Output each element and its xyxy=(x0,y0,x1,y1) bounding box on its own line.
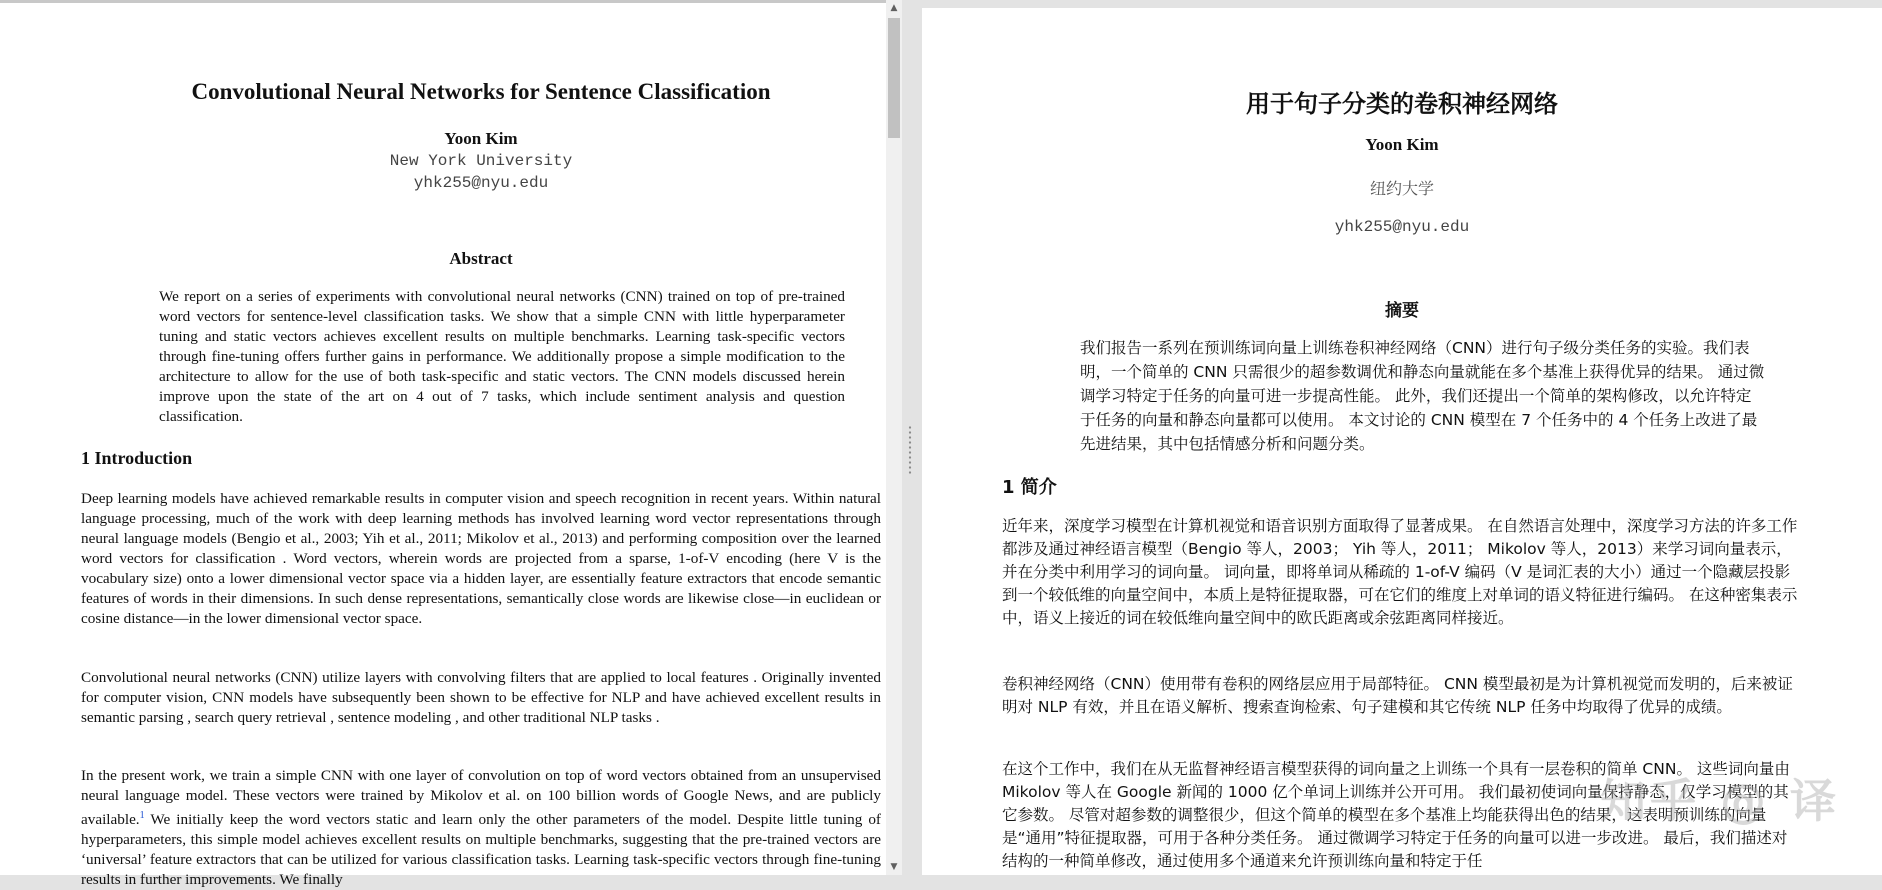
translated-affiliation: 纽约大学 xyxy=(1369,179,1434,198)
paper-title: Convolutional Neural Networks for Sentence Classification xyxy=(191,79,771,104)
translated-author-name: Yoon Kim xyxy=(1365,135,1439,154)
translated-abstract-heading: 摘要 xyxy=(1385,301,1419,321)
translated-paragraph-1: 近年来，深度学习模型在计算机视觉和语音识别方面取得了显著成果。 在自然语言处理中，深度学习方法的许多工作都涉及通过神经语言模型（Bengio 等人，2003； Yih 等人，2011； Mikolov 等人，2013）来学习词向量表示，并在分类中利用学习的词向量。 词向量，即将单词从稀疏的 1-of-V 编码（V 是词汇表的大小）通过一个隐藏层投影到一个较低维的向量空间中，本质上是特征提取器，可在它们的维度上对单词的语义特征进行编码。 在这种密集表示中，语义上接近的词在较低维向量空间中的欧氏距离或余弦距离同样接近。 xyxy=(1002,517,1798,627)
scroll-up-arrow-icon[interactable]: ▲ xyxy=(890,3,898,13)
splitter-grip-icon[interactable] xyxy=(908,425,912,475)
section-heading: 1 Introduction xyxy=(81,448,193,468)
scrollbar-thumb[interactable] xyxy=(888,18,900,138)
pane-splitter[interactable] xyxy=(902,0,918,875)
abstract-heading: Abstract xyxy=(449,249,513,268)
translated-abstract-text: 我们报告一系列在预训练词向量上训练卷积神经网络（CNN）进行句子级分类任务的实验。我们表明，一个简单的 CNN 只需很少的超参数调优和静态向量就能在多个基准上获得优异的结果。 通过微调学习特定于任务的向量可进一步提高性能。 此外，我们还提出一个简单的架构修改，以允许特定于任务的向量和静态向量都可以使用。 本文讨论的 CNN 模型在 7 个任务中的 4 个任务上改进了最先进结果，其中包括情感分析和问题分类。 xyxy=(1080,339,1765,453)
zhihu-watermark: 知乎 @ 译 xyxy=(1599,774,1840,828)
translated-section-heading: 1 简介 xyxy=(1002,477,1057,498)
author-email: yhk255@nyu.edu xyxy=(413,174,549,192)
author-affiliation: New York University xyxy=(389,152,573,170)
scroll-down-arrow-icon[interactable]: ▼ xyxy=(890,862,898,872)
translated-document-pane[interactable] xyxy=(922,8,1882,875)
paragraph-3-text-b: We initially keep the word vectors static and learn only the other parameters of the model. Despite little tuning of hyperparameters, this simple model achieves excellent results on multiple benchmarks, suggesting that the pre-trained vectors are ‘universal’ feature extractors that can be utilized for various classification tasks. Learning task-specific vectors through fine-tuning results in further improvements. We finally xyxy=(81,811,881,889)
translated-title: 用于句子分类的卷积神经网络 xyxy=(1246,90,1558,118)
paragraph-3 xyxy=(81,766,881,890)
left-scrollbar[interactable] xyxy=(886,0,902,875)
paragraph-3-text-a: In the present work, we train a simple CNN with one layer of convolution on top of word vectors obtained from an unsupervised neural language model. These vectors were trained by Mikolov et al. on 100 billion words of Google News, and are publicly available. xyxy=(81,767,881,829)
abstract-text: We report on a series of experiments with convolutional neural networks (CNN) trained on top of pre-trained word vectors for sentence-level classification tasks. We show that a simple CNN with little hyperparameter tuning and static vectors achieves excellent results on multiple benchmarks. Learning task-specific vectors through fine-tuning offers further gains in performance. We additionally propose a simple modification to the architecture to allow for the use of both task-specific and static vectors. The CNN models discussed herein improve upon the state of the art on 4 out of 7 tasks, which include sentiment analysis and question classification. xyxy=(159,288,845,425)
footnote-link[interactable]: 1 xyxy=(139,810,145,821)
translated-email: yhk255@nyu.edu xyxy=(1334,218,1470,236)
translated-paragraph-3: 在这个工作中，我们在从无监督神经语言模型获得的词向量之上训练一个具有一层卷积的简单 CNN。 这些词向量由 Mikolov 等人在 Google 新闻的 1000 亿个单词上训练并公开可用。 我们最初使词向量保持静态，仅学习模型的其它参数。 尽管对超参数的调整很少，但这个简单的模型在多个基准上均能获得出色的结果，这表明预训练的向量是“通用”特征提取器，可用于各种分类任务。 通过微调学习特定于任务的向量可以进一步改进。 最后，我们描述对结构的一种简单修改，通过使用多个通道来允许预训练向量和特定于任 xyxy=(1002,760,1790,870)
paragraph-2: Convolutional neural networks (CNN) utilize layers with convolving filters that are applied to local features . Originally invented for computer vision, CNN models have subsequently been shown to be effective for NLP and have achieved excellent results in semantic parsing , search query retrieval , sentence modeling , and other traditional NLP tasks . xyxy=(81,669,881,726)
translated-paragraph-2: 卷积神经网络（CNN）使用带有卷积的网络层应用于局部特征。 CNN 模型最初是为计算机视觉而发明的，后来被证明对 NLP 有效，并且在语义解析、搜索查询检索、句子建模和其它传统 NLP 任务中均取得了优异的成绩。 xyxy=(1002,675,1793,716)
author-name: Yoon Kim xyxy=(444,129,518,148)
paragraph-1: Deep learning models have achieved remarkable results in computer vision and speech recognition in recent years. Within natural language processing, much of the work with deep learning methods has involved learning word vector representations through neural language models (Bengio et al., 2003; Yih et al., 2011; Mikolov et al., 2013) and performing composition over the learned word vectors for classification . Word vectors, wherein words are projected from a sparse, 1-of-V encoding (here V is the vocabulary size) onto a lower dimensional vector space via a hidden layer, are essentially feature extractors that encode semantic features of words in their dimensions. In such dense representations, semantically close words are likewise close—in euclidean or cosine distance—in the lower dimensional vector space. xyxy=(81,490,881,627)
original-document-pane[interactable] xyxy=(0,0,886,889)
